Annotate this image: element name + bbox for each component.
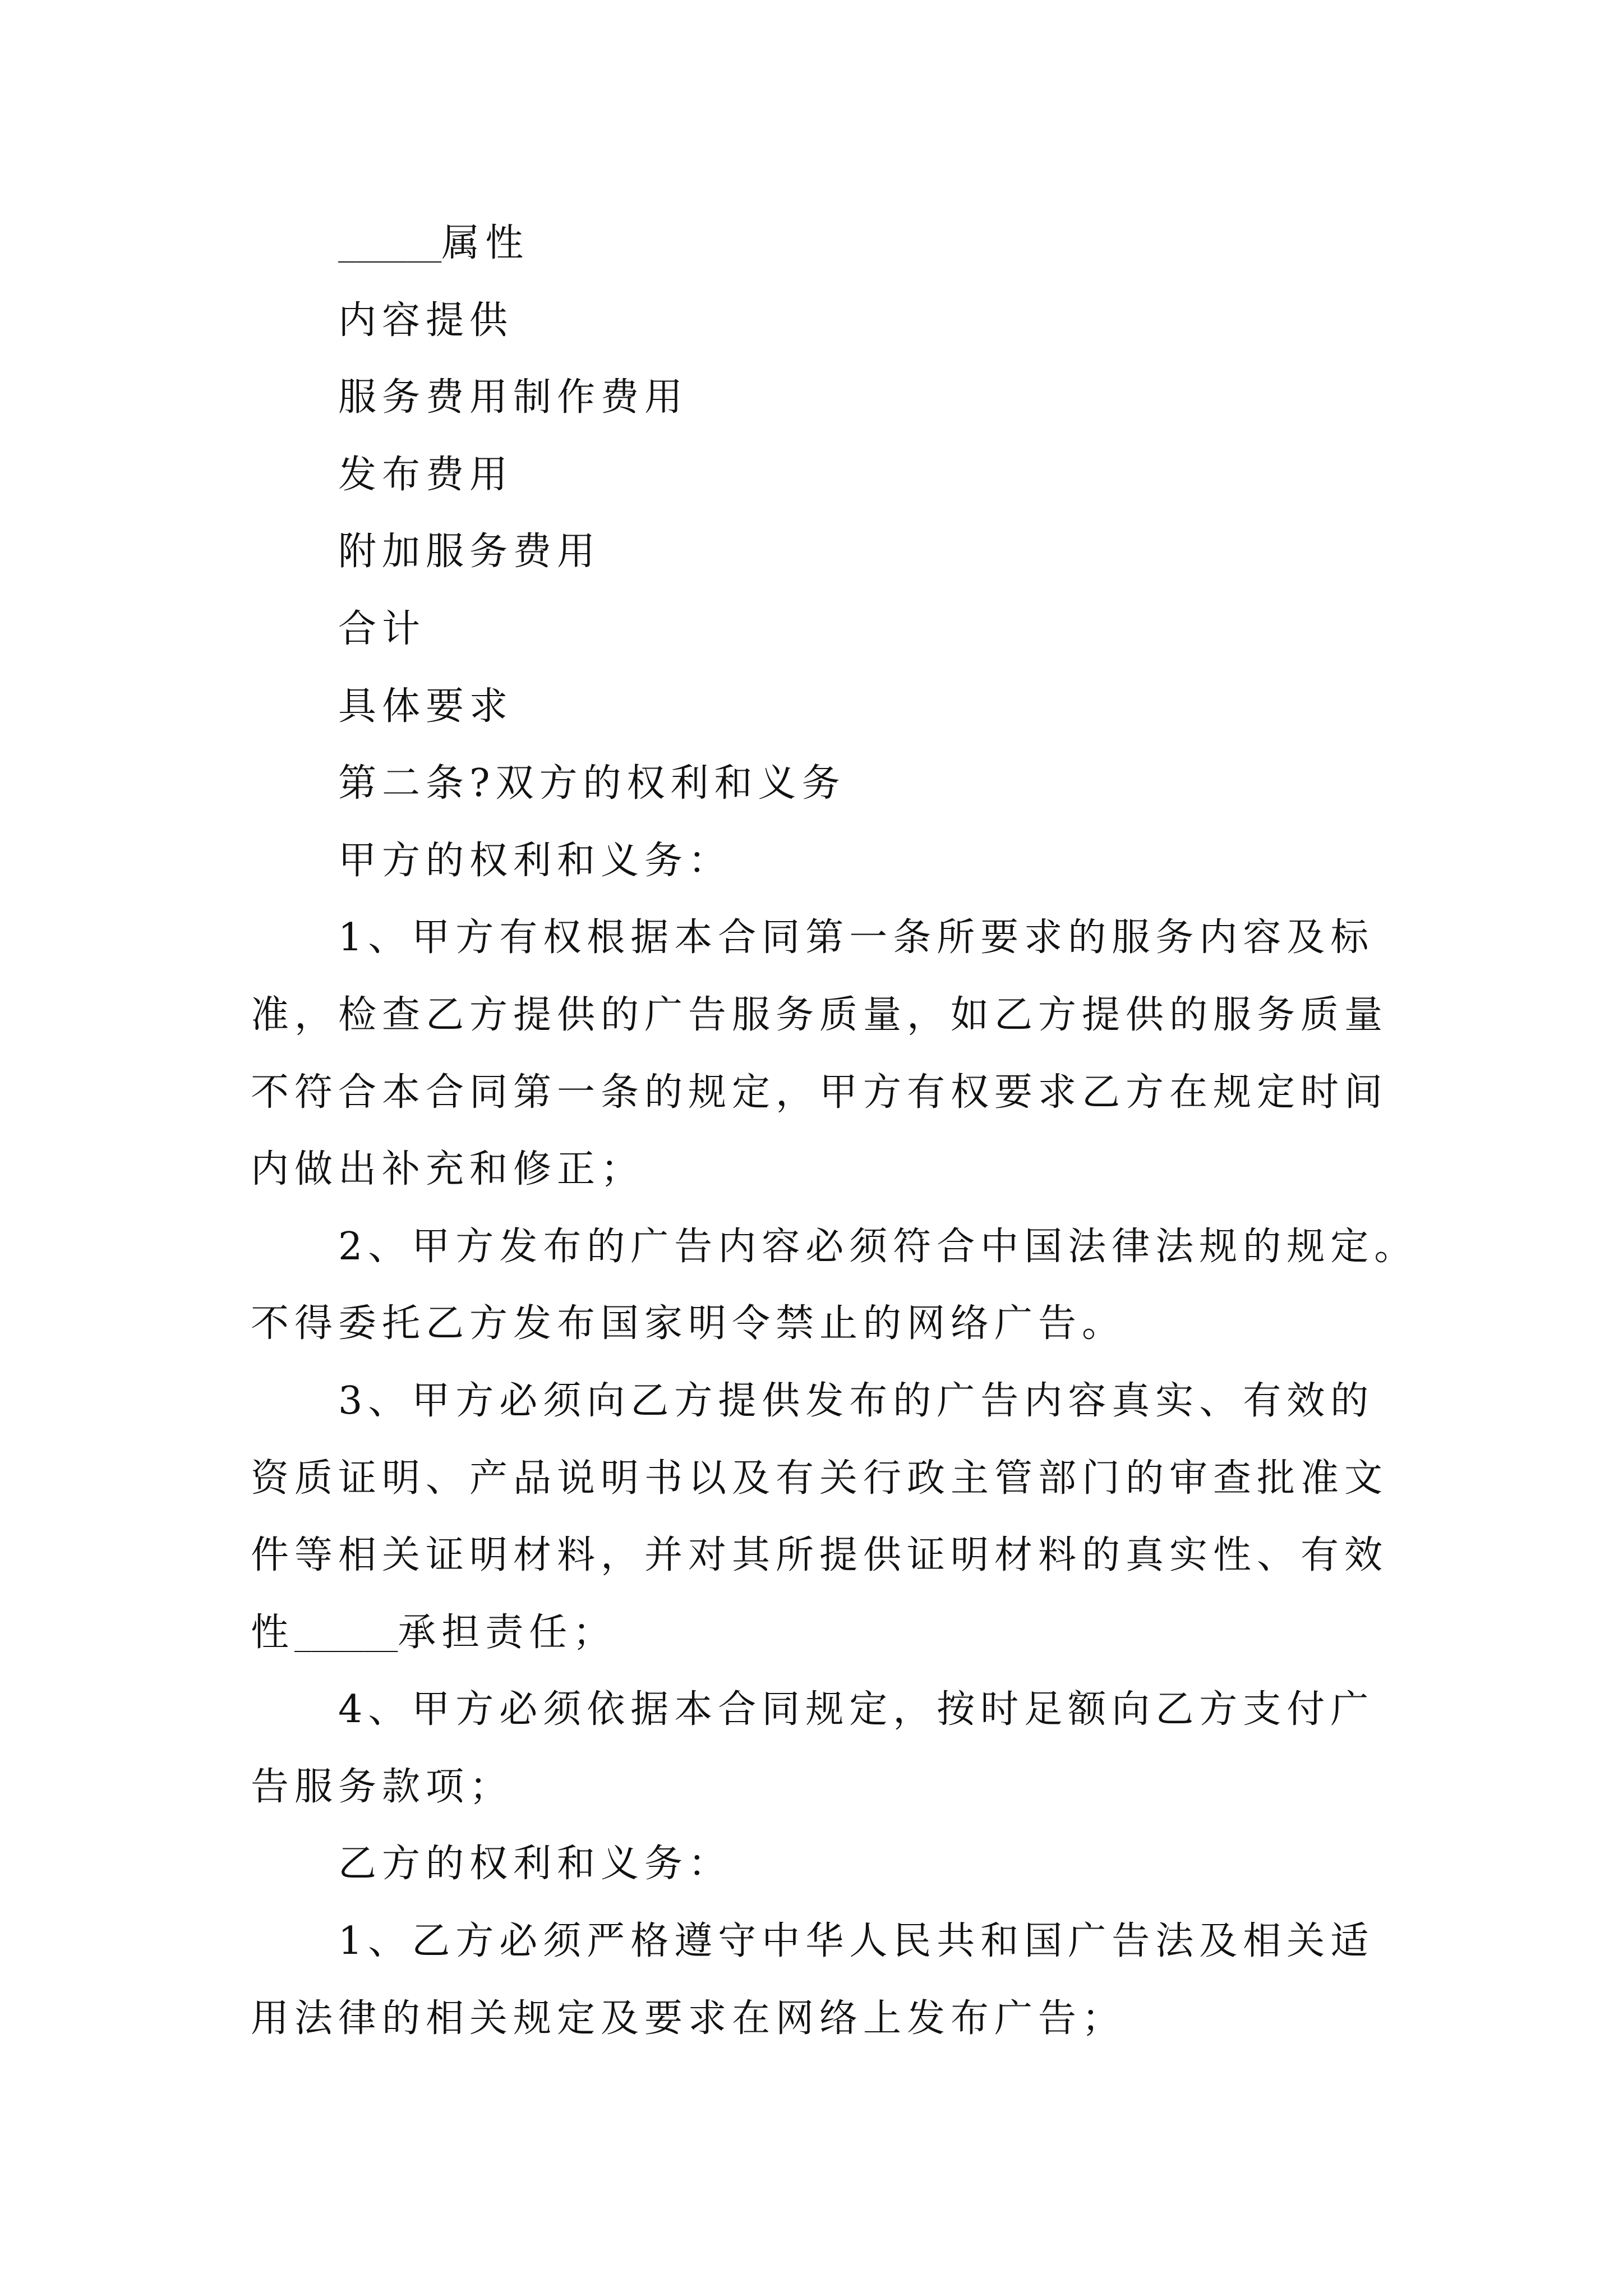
paragraph-line <box>251 1594 1484 1672</box>
paragraph-line: 准，检查乙方提供的广告服务质量，如乙方提供的服务质量 <box>251 992 1389 1037</box>
paragraph-line <box>251 205 1484 282</box>
paragraph-line: 内做出补充和修正； <box>251 1147 645 1192</box>
paragraph-line: 附加服务费用 <box>338 530 601 574</box>
paragraph-line: 告服务款项； <box>251 1764 514 1809</box>
line-text: 性 <box>251 1610 295 1655</box>
paragraph-line: 用法律的相关规定及要求在网络上发布广告； <box>251 1996 1126 2041</box>
paragraph-line: 第二条?双方的权利和义务 <box>338 761 846 806</box>
paragraph-line: 具体要求 <box>338 684 514 729</box>
field-additional-service-fee <box>251 513 1484 591</box>
document-body <box>251 205 1484 2057</box>
paragraph-line: 3、甲方必须向乙方提供发布的广告内容真实、有效的 <box>338 1378 1375 1423</box>
fill-in-blank: ______ <box>294 1619 398 1653</box>
fill-in-blank: ______ <box>338 230 442 263</box>
field-specific-requirements <box>251 668 1484 746</box>
line-text: 属性 <box>441 221 529 265</box>
party-b-clause-1 <box>251 1903 1484 2057</box>
paragraph-line: 内容提供 <box>338 298 514 343</box>
paragraph-line: 4、甲方必须依据本合同规定，按时足额向乙方支付广 <box>338 1687 1375 1732</box>
field-service-production-fee <box>251 359 1484 436</box>
field-attribute <box>251 205 1484 282</box>
party-b-rights-heading <box>251 1825 1484 1903</box>
paragraph-line: 1、甲方有权根据本合同第一条所要求的服务内容及标 <box>338 915 1375 960</box>
paragraph-line: 不符合本合同第一条的规定，甲方有权要求乙方在规定时间 <box>251 1070 1389 1115</box>
article-2-heading <box>251 745 1484 822</box>
paragraph-line: 2、甲方发布的广告内容必须符合中国法律法规的规定。 <box>338 1224 1418 1269</box>
party-a-clause-2 <box>251 1208 1484 1363</box>
field-total <box>251 591 1484 668</box>
paragraph-line: 资质证明、产品说明书以及有关行政主管部门的审查批准文 <box>251 1456 1389 1501</box>
field-content-provision <box>251 282 1484 360</box>
paragraph-line: 乙方的权利和义务： <box>338 1842 732 1887</box>
paragraph-line: 甲方的权利和义务： <box>338 838 732 883</box>
party-a-clause-4 <box>251 1671 1484 1825</box>
paragraph-line: 1、乙方必须严格遵守中华人民共和国广告法及相关适 <box>338 1919 1375 1964</box>
line-text: 承担责任； <box>398 1610 617 1655</box>
paragraph-line: 件等相关证明材料，并对其所提供证明材料的真实性、有效 <box>251 1533 1389 1578</box>
paragraph-line: 不得委托乙方发布国家明令禁止的网络广告。 <box>251 1301 1126 1346</box>
paragraph-line: 服务费用制作费用 <box>338 375 689 420</box>
paragraph-line: 合计 <box>338 606 426 651</box>
party-a-clause-3 <box>251 1363 1484 1671</box>
party-a-clause-1 <box>251 899 1484 1208</box>
field-publishing-fee <box>251 436 1484 514</box>
party-a-rights-heading <box>251 822 1484 900</box>
paragraph-line: 发布费用 <box>338 452 514 497</box>
